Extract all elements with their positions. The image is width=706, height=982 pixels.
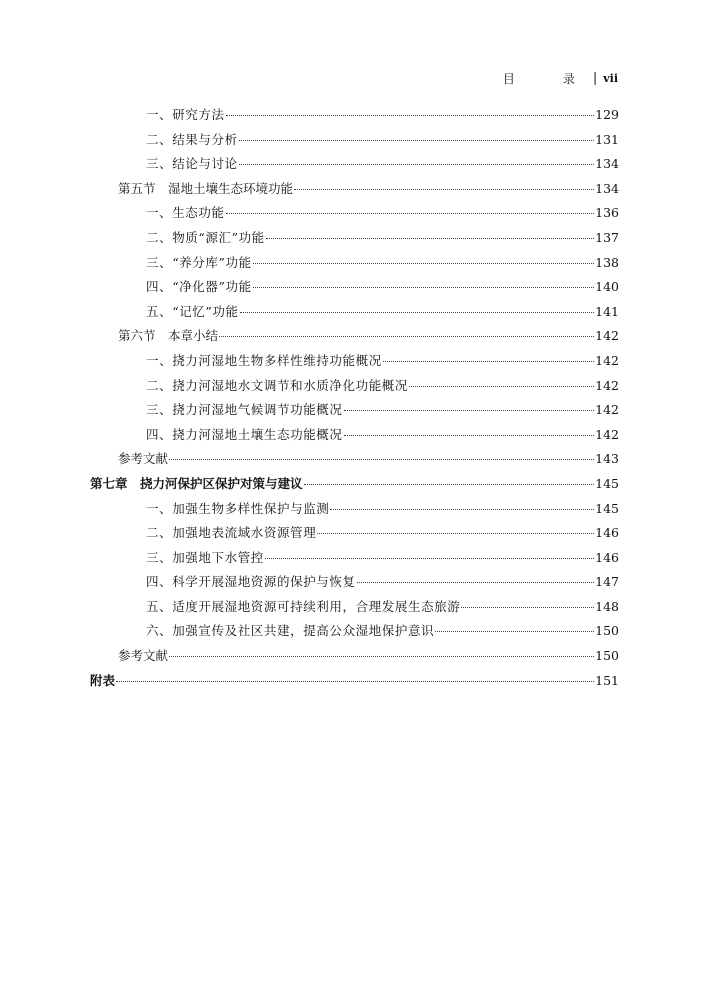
toc-entry-page: 146 xyxy=(595,549,619,565)
dot-leader xyxy=(253,263,594,264)
toc-entry-page: 134 xyxy=(595,180,619,196)
toc-entry-title: 一、研究方法 xyxy=(146,107,225,122)
toc-entry[interactable] xyxy=(90,376,619,401)
dot-leader xyxy=(294,189,594,190)
toc-entry-title: 二、结果与分析 xyxy=(146,131,238,147)
toc-entry-title: 参考文献 xyxy=(118,451,169,467)
toc-entry-page: 142 xyxy=(595,328,619,344)
toc-entry-title: 二、加强地表流域水资源管理 xyxy=(146,525,317,541)
dot-leader xyxy=(344,435,595,436)
toc-entry-page: 141 xyxy=(595,303,619,319)
toc-entry-title: 二、挠力河湿地水文调节和水质净化功能概况 xyxy=(146,377,409,393)
toc-entry-title: 第六节 本章小结 xyxy=(118,328,219,344)
toc-entry[interactable] xyxy=(90,253,619,278)
toc-entry-page: 150 xyxy=(595,623,619,639)
toc-entry-page: 142 xyxy=(595,377,619,393)
toc-entry[interactable] xyxy=(90,499,619,524)
dot-leader xyxy=(435,631,594,632)
toc-entry-page: 142 xyxy=(595,352,619,368)
header-page-number: vii xyxy=(603,72,618,85)
toc-entry-page: 151 xyxy=(595,672,619,688)
dot-leader xyxy=(344,410,595,411)
toc-entry-title: 一、挠力河湿地生物多样性维持功能概况 xyxy=(146,352,382,368)
toc-entry-title: 五、“记忆”功能 xyxy=(146,303,239,319)
toc-entry-page: 145 xyxy=(595,500,619,516)
toc-entry[interactable] xyxy=(90,203,619,228)
dot-leader xyxy=(169,459,594,460)
toc-entry-page: 146 xyxy=(595,525,619,541)
toc-entry[interactable] xyxy=(90,474,619,499)
toc-entry-title: 三、结论与讨论 xyxy=(146,156,238,172)
toc-entry-title: 四、“净化器”功能 xyxy=(146,279,252,295)
toc-entry-title: 三、加强地下水管控 xyxy=(146,549,264,565)
dot-leader xyxy=(169,656,594,657)
toc-entry-title: 二、物质“源汇”功能 xyxy=(146,229,265,245)
toc-entry[interactable] xyxy=(90,130,619,155)
toc-entry-page: 142 xyxy=(595,402,619,418)
dot-leader xyxy=(226,213,595,214)
dot-leader xyxy=(265,558,594,559)
toc-entry[interactable] xyxy=(90,425,619,450)
header-title: 目 录 xyxy=(502,72,593,86)
dot-leader xyxy=(240,312,595,313)
toc-entry[interactable] xyxy=(90,597,619,622)
dot-leader xyxy=(317,533,594,534)
toc-entry[interactable] xyxy=(90,105,619,130)
toc-entry-title: 第五节 湿地土壤生态环境功能 xyxy=(118,180,294,196)
toc-entry-title: 第七章 挠力河保护区保护对策与建议 xyxy=(90,475,303,491)
dot-leader xyxy=(266,238,594,239)
toc-entry-page: 136 xyxy=(595,205,619,221)
dot-leader xyxy=(219,336,594,337)
dot-leader xyxy=(383,361,594,362)
toc-entry-title: 四、挠力河湿地土壤生态功能概况 xyxy=(146,426,343,442)
toc-entry-page: 148 xyxy=(595,598,619,614)
toc-entry-page: 131 xyxy=(595,131,619,147)
toc-entry[interactable] xyxy=(90,523,619,548)
dot-leader xyxy=(253,287,594,288)
toc-entry-title: 三、“养分库”功能 xyxy=(146,254,252,270)
toc-entry-page: 145 xyxy=(595,475,619,491)
toc-entry[interactable] xyxy=(90,449,619,474)
dot-leader xyxy=(409,386,594,387)
toc-entry[interactable] xyxy=(90,572,619,597)
header-separator: | xyxy=(592,71,598,86)
toc-entry-page: 147 xyxy=(595,574,619,590)
toc-entry-title: 四、科学开展湿地资源的保护与恢复 xyxy=(146,574,356,590)
toc-entry-title: 一、加强生物多样性保护与监测 xyxy=(146,500,330,516)
toc-entry-page: 142 xyxy=(595,426,619,442)
toc-entry[interactable] xyxy=(90,228,619,253)
toc-entry[interactable] xyxy=(90,154,619,179)
dot-leader xyxy=(304,484,595,485)
toc-entry-title: 六、加强宣传及社区共建，提高公众湿地保护意识 xyxy=(146,623,435,639)
toc-entry-title: 附表 xyxy=(90,672,116,688)
toc-entry-page: 134 xyxy=(595,156,619,172)
dot-leader xyxy=(226,115,595,116)
toc-entry-title: 参考文献 xyxy=(118,648,169,664)
toc-entry-title: 三、挠力河湿地气候调节功能概况 xyxy=(146,402,343,418)
toc-entry[interactable] xyxy=(90,548,619,573)
toc-entry-page: 140 xyxy=(595,279,619,295)
toc-entry[interactable] xyxy=(90,277,619,302)
dot-leader xyxy=(330,509,594,510)
dot-leader xyxy=(239,164,594,165)
toc-entry[interactable] xyxy=(90,351,619,376)
dot-leader xyxy=(239,140,594,141)
running-header xyxy=(503,70,618,87)
toc-entry[interactable] xyxy=(90,400,619,425)
toc-entry[interactable] xyxy=(90,646,619,671)
table-of-contents xyxy=(90,105,619,695)
toc-entry-page: 150 xyxy=(595,648,619,664)
toc-entry-title: 五、适度开展湿地资源可持续利用，合理发展生态旅游 xyxy=(146,598,461,614)
toc-entry[interactable] xyxy=(90,179,619,204)
toc-entry-page: 138 xyxy=(595,254,619,270)
toc-entry-page: 129 xyxy=(595,107,619,122)
dot-leader xyxy=(116,681,594,682)
toc-entry-page: 137 xyxy=(595,229,619,245)
dot-leader xyxy=(357,582,595,583)
toc-entry[interactable] xyxy=(90,621,619,646)
toc-entry[interactable] xyxy=(90,671,619,696)
toc-entry-page: 143 xyxy=(595,451,619,467)
dot-leader xyxy=(461,607,594,608)
toc-entry[interactable] xyxy=(90,326,619,351)
toc-entry[interactable] xyxy=(90,302,619,327)
toc-entry-title: 一、生态功能 xyxy=(146,205,225,221)
